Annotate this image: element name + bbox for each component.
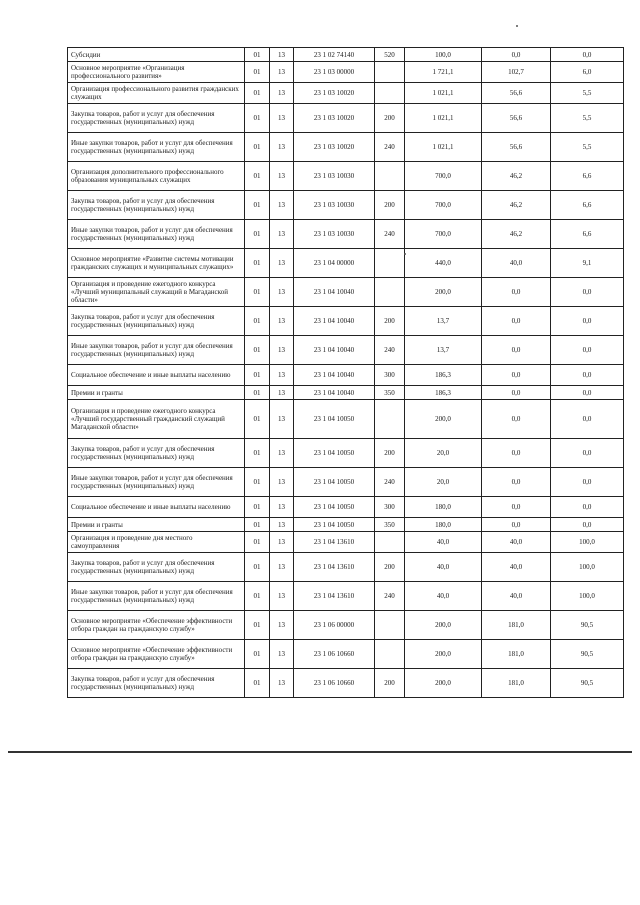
cell-target-article: 23 1 03 10030 <box>294 220 375 249</box>
cell-planned: 40,0 <box>405 553 482 582</box>
cell-percent: 0,0 <box>551 386 624 400</box>
cell-planned: 200,0 <box>405 611 482 640</box>
cell-section: 01 <box>245 307 270 336</box>
cell-planned: 1 721,1 <box>405 62 482 83</box>
cell-section: 01 <box>245 48 270 62</box>
cell-section: 01 <box>245 336 270 365</box>
cell-target-article: 23 1 03 10020 <box>294 104 375 133</box>
cell-planned: 180,0 <box>405 518 482 532</box>
cell-percent: 6,6 <box>551 162 624 191</box>
cell-executed: 0,0 <box>482 48 551 62</box>
cell-expense-type: 200 <box>375 439 405 468</box>
cell-section: 01 <box>245 518 270 532</box>
cell-name: Премии и гранты <box>68 386 245 400</box>
cell-subsection: 13 <box>270 532 294 553</box>
cell-target-article: 23 1 03 10020 <box>294 133 375 162</box>
cell-subsection: 13 <box>270 220 294 249</box>
cell-name: Закупка товаров, работ и услуг для обеспечения государственных (муниципальных) нужд <box>68 104 245 133</box>
scan-speck <box>516 25 518 27</box>
cell-name: Организация дополнительного профессионального образования муниципальных служащих <box>68 162 245 191</box>
table-row <box>68 439 624 468</box>
cell-subsection: 13 <box>270 83 294 104</box>
cell-expense-type: 200 <box>375 669 405 698</box>
cell-executed: 0,0 <box>482 439 551 468</box>
cell-expense-type <box>375 249 405 278</box>
cell-percent: 6,6 <box>551 220 624 249</box>
cell-subsection: 13 <box>270 48 294 62</box>
cell-subsection: 13 <box>270 365 294 386</box>
cell-percent: 0,0 <box>551 439 624 468</box>
cell-target-article: 23 1 02 74140 <box>294 48 375 62</box>
cell-executed: 56,6 <box>482 104 551 133</box>
cell-name: Закупка товаров, работ и услуг для обеспечения государственных (муниципальных) нужд <box>68 307 245 336</box>
cell-executed: 46,2 <box>482 191 551 220</box>
cell-name: Организация профессионального развития гражданских служащих <box>68 83 245 104</box>
cell-executed: 56,6 <box>482 133 551 162</box>
table-row <box>68 669 624 698</box>
cell-percent: 100,0 <box>551 532 624 553</box>
table-row <box>68 48 624 62</box>
cell-planned: 100,0 <box>405 48 482 62</box>
cell-name: Субсидии <box>68 48 245 62</box>
cell-percent: 0,0 <box>551 365 624 386</box>
cell-name: Иные закупки товаров, работ и услуг для обеспечения государственных (муниципальных) нужд <box>68 336 245 365</box>
cell-percent: 90,5 <box>551 640 624 669</box>
cell-expense-type <box>375 611 405 640</box>
cell-section: 01 <box>245 497 270 518</box>
cell-executed: 0,0 <box>482 497 551 518</box>
table-row <box>68 336 624 365</box>
cell-percent: 0,0 <box>551 497 624 518</box>
cell-planned: 700,0 <box>405 191 482 220</box>
cell-planned: 200,0 <box>405 640 482 669</box>
cell-expense-type: 200 <box>375 104 405 133</box>
cell-target-article: 23 1 03 10020 <box>294 83 375 104</box>
cell-subsection: 13 <box>270 669 294 698</box>
cell-percent: 6,6 <box>551 191 624 220</box>
cell-executed: 40,0 <box>482 553 551 582</box>
cell-name: Организация и проведение ежегодного конкурса «Лучший муниципальный служащий в Магаданской области» <box>68 278 245 307</box>
table-row <box>68 62 624 83</box>
cell-executed: 40,0 <box>482 249 551 278</box>
cell-expense-type: 300 <box>375 497 405 518</box>
cell-percent: 0,0 <box>551 307 624 336</box>
table-row <box>68 518 624 532</box>
cell-percent: 90,5 <box>551 611 624 640</box>
cell-expense-type: 520 <box>375 48 405 62</box>
cell-executed: 0,0 <box>482 278 551 307</box>
cell-percent: 0,0 <box>551 48 624 62</box>
cell-target-article: 23 1 03 00000 <box>294 62 375 83</box>
cell-percent: 0,0 <box>551 400 624 439</box>
cell-executed: 0,0 <box>482 518 551 532</box>
cell-planned: 700,0 <box>405 220 482 249</box>
cell-subsection: 13 <box>270 518 294 532</box>
cell-section: 01 <box>245 249 270 278</box>
cell-expense-type <box>375 640 405 669</box>
cell-section: 01 <box>245 439 270 468</box>
cell-executed: 40,0 <box>482 582 551 611</box>
cell-expense-type <box>375 83 405 104</box>
cell-expense-type: 240 <box>375 468 405 497</box>
cell-name: Основное мероприятие «Обеспечение эффективности отбора граждан на гражданскую службу» <box>68 640 245 669</box>
cell-planned: 20,0 <box>405 439 482 468</box>
table-row <box>68 220 624 249</box>
cell-target-article: 23 1 04 10050 <box>294 497 375 518</box>
scan-speck <box>404 253 406 255</box>
cell-expense-type: 240 <box>375 220 405 249</box>
cell-target-article: 23 1 04 13610 <box>294 553 375 582</box>
cell-percent: 5,5 <box>551 83 624 104</box>
cell-executed: 0,0 <box>482 336 551 365</box>
table-row <box>68 249 624 278</box>
cell-section: 01 <box>245 582 270 611</box>
table-row <box>68 133 624 162</box>
cell-executed: 0,0 <box>482 307 551 336</box>
cell-subsection: 13 <box>270 278 294 307</box>
table-row <box>68 400 624 439</box>
cell-name: Закупка товаров, работ и услуг для обеспечения государственных (муниципальных) нужд <box>68 191 245 220</box>
table-row <box>68 191 624 220</box>
cell-section: 01 <box>245 532 270 553</box>
cell-executed: 40,0 <box>482 532 551 553</box>
cell-target-article: 23 1 04 10040 <box>294 278 375 307</box>
cell-percent: 5,5 <box>551 104 624 133</box>
cell-subsection: 13 <box>270 386 294 400</box>
cell-planned: 180,0 <box>405 497 482 518</box>
table-row <box>68 582 624 611</box>
cell-target-article: 23 1 03 10030 <box>294 191 375 220</box>
cell-target-article: 23 1 04 10050 <box>294 468 375 497</box>
cell-percent: 90,5 <box>551 669 624 698</box>
cell-percent: 6,0 <box>551 62 624 83</box>
cell-subsection: 13 <box>270 439 294 468</box>
cell-expense-type: 240 <box>375 133 405 162</box>
table-row <box>68 162 624 191</box>
cell-name: Закупка товаров, работ и услуг для обеспечения государственных (муниципальных) нужд <box>68 439 245 468</box>
cell-executed: 56,6 <box>482 83 551 104</box>
cell-expense-type <box>375 162 405 191</box>
cell-planned: 1 021,1 <box>405 83 482 104</box>
cell-executed: 0,0 <box>482 400 551 439</box>
cell-planned: 1 021,1 <box>405 133 482 162</box>
cell-expense-type: 350 <box>375 386 405 400</box>
cell-section: 01 <box>245 162 270 191</box>
cell-name: Социальное обеспечение и иные выплаты населению <box>68 365 245 386</box>
cell-planned: 440,0 <box>405 249 482 278</box>
table-row <box>68 307 624 336</box>
cell-planned: 40,0 <box>405 582 482 611</box>
cell-expense-type: 300 <box>375 365 405 386</box>
cell-planned: 13,7 <box>405 307 482 336</box>
cell-subsection: 13 <box>270 400 294 439</box>
cell-section: 01 <box>245 640 270 669</box>
table-row <box>68 640 624 669</box>
cell-target-article: 23 1 03 10030 <box>294 162 375 191</box>
cell-target-article: 23 1 06 10660 <box>294 669 375 698</box>
cell-subsection: 13 <box>270 191 294 220</box>
cell-subsection: 13 <box>270 553 294 582</box>
cell-name: Закупка товаров, работ и услуг для обеспечения государственных (муниципальных) нужд <box>68 553 245 582</box>
cell-section: 01 <box>245 191 270 220</box>
cell-subsection: 13 <box>270 62 294 83</box>
cell-target-article: 23 1 06 10660 <box>294 640 375 669</box>
cell-subsection: 13 <box>270 133 294 162</box>
cell-target-article: 23 1 04 10040 <box>294 365 375 386</box>
cell-target-article: 23 1 04 10040 <box>294 386 375 400</box>
cell-executed: 46,2 <box>482 162 551 191</box>
cell-subsection: 13 <box>270 468 294 497</box>
cell-planned: 1 021,1 <box>405 104 482 133</box>
cell-executed: 0,0 <box>482 468 551 497</box>
table-row <box>68 468 624 497</box>
cell-percent: 0,0 <box>551 518 624 532</box>
cell-section: 01 <box>245 386 270 400</box>
cell-target-article: 23 1 04 13610 <box>294 532 375 553</box>
cell-subsection: 13 <box>270 307 294 336</box>
cell-percent: 9,1 <box>551 249 624 278</box>
table-row <box>68 611 624 640</box>
cell-name: Основное мероприятие «Обеспечение эффективности отбора граждан на гражданскую службу» <box>68 611 245 640</box>
cell-section: 01 <box>245 365 270 386</box>
cell-subsection: 13 <box>270 640 294 669</box>
cell-section: 01 <box>245 220 270 249</box>
cell-section: 01 <box>245 611 270 640</box>
cell-subsection: 13 <box>270 497 294 518</box>
cell-target-article: 23 1 06 00000 <box>294 611 375 640</box>
table-body <box>68 48 624 698</box>
cell-subsection: 13 <box>270 249 294 278</box>
cell-expense-type <box>375 532 405 553</box>
cell-target-article: 23 1 04 10050 <box>294 400 375 439</box>
cell-target-article: 23 1 04 10050 <box>294 518 375 532</box>
cell-executed: 46,2 <box>482 220 551 249</box>
table-row <box>68 104 624 133</box>
cell-percent: 0,0 <box>551 468 624 497</box>
cell-executed: 181,0 <box>482 611 551 640</box>
cell-name: Иные закупки товаров, работ и услуг для обеспечения государственных (муниципальных) нужд <box>68 133 245 162</box>
cell-name: Иные закупки товаров, работ и услуг для обеспечения государственных (муниципальных) нужд <box>68 582 245 611</box>
table-row <box>68 497 624 518</box>
cell-percent: 0,0 <box>551 278 624 307</box>
cell-section: 01 <box>245 553 270 582</box>
cell-section: 01 <box>245 278 270 307</box>
cell-expense-type: 200 <box>375 553 405 582</box>
cell-name: Иные закупки товаров, работ и услуг для обеспечения государственных (муниципальных) нужд <box>68 468 245 497</box>
table-row <box>68 532 624 553</box>
cell-subsection: 13 <box>270 162 294 191</box>
cell-planned: 200,0 <box>405 278 482 307</box>
cell-percent: 100,0 <box>551 582 624 611</box>
cell-name: Иные закупки товаров, работ и услуг для обеспечения государственных (муниципальных) нужд <box>68 220 245 249</box>
cell-section: 01 <box>245 400 270 439</box>
cell-section: 01 <box>245 62 270 83</box>
cell-expense-type: 200 <box>375 307 405 336</box>
cell-section: 01 <box>245 83 270 104</box>
cell-percent: 100,0 <box>551 553 624 582</box>
cell-name: Основное мероприятие «Организация профессионального развития» <box>68 62 245 83</box>
cell-section: 01 <box>245 104 270 133</box>
cell-expense-type <box>375 278 405 307</box>
table-row <box>68 365 624 386</box>
cell-target-article: 23 1 04 10040 <box>294 336 375 365</box>
cell-section: 01 <box>245 468 270 497</box>
cell-planned: 40,0 <box>405 532 482 553</box>
cell-section: 01 <box>245 133 270 162</box>
cell-executed: 102,7 <box>482 62 551 83</box>
cell-expense-type: 240 <box>375 582 405 611</box>
cell-executed: 0,0 <box>482 365 551 386</box>
cell-planned: 186,3 <box>405 386 482 400</box>
cell-percent: 0,0 <box>551 336 624 365</box>
cell-subsection: 13 <box>270 611 294 640</box>
page-bottom-rule <box>8 751 632 753</box>
cell-expense-type <box>375 400 405 439</box>
cell-name: Закупка товаров, работ и услуг для обеспечения государственных (муниципальных) нужд <box>68 669 245 698</box>
cell-target-article: 23 1 04 00000 <box>294 249 375 278</box>
cell-planned: 200,0 <box>405 400 482 439</box>
cell-executed: 0,0 <box>482 386 551 400</box>
table-row <box>68 278 624 307</box>
cell-executed: 181,0 <box>482 640 551 669</box>
table-row <box>68 83 624 104</box>
cell-name: Премии и гранты <box>68 518 245 532</box>
cell-expense-type: 350 <box>375 518 405 532</box>
cell-name: Организация и проведение дня местного самоуправления <box>68 532 245 553</box>
budget-table <box>67 47 624 698</box>
cell-name: Основное мероприятие «Развитие системы мотивации гражданских служащих и муниципальных служащих» <box>68 249 245 278</box>
cell-expense-type <box>375 62 405 83</box>
cell-target-article: 23 1 04 13610 <box>294 582 375 611</box>
cell-subsection: 13 <box>270 104 294 133</box>
table-row <box>68 553 624 582</box>
cell-name: Организация и проведение ежегодного конкурса «Лучший государственный гражданский служащий Магаданской области» <box>68 400 245 439</box>
cell-name: Социальное обеспечение и иные выплаты населению <box>68 497 245 518</box>
cell-planned: 13,7 <box>405 336 482 365</box>
cell-expense-type: 240 <box>375 336 405 365</box>
cell-target-article: 23 1 04 10050 <box>294 439 375 468</box>
cell-subsection: 13 <box>270 582 294 611</box>
cell-executed: 181,0 <box>482 669 551 698</box>
cell-section: 01 <box>245 669 270 698</box>
table-row <box>68 386 624 400</box>
cell-planned: 200,0 <box>405 669 482 698</box>
cell-planned: 186,3 <box>405 365 482 386</box>
cell-subsection: 13 <box>270 336 294 365</box>
cell-percent: 5,5 <box>551 133 624 162</box>
cell-planned: 20,0 <box>405 468 482 497</box>
cell-expense-type: 200 <box>375 191 405 220</box>
cell-target-article: 23 1 04 10040 <box>294 307 375 336</box>
cell-planned: 700,0 <box>405 162 482 191</box>
